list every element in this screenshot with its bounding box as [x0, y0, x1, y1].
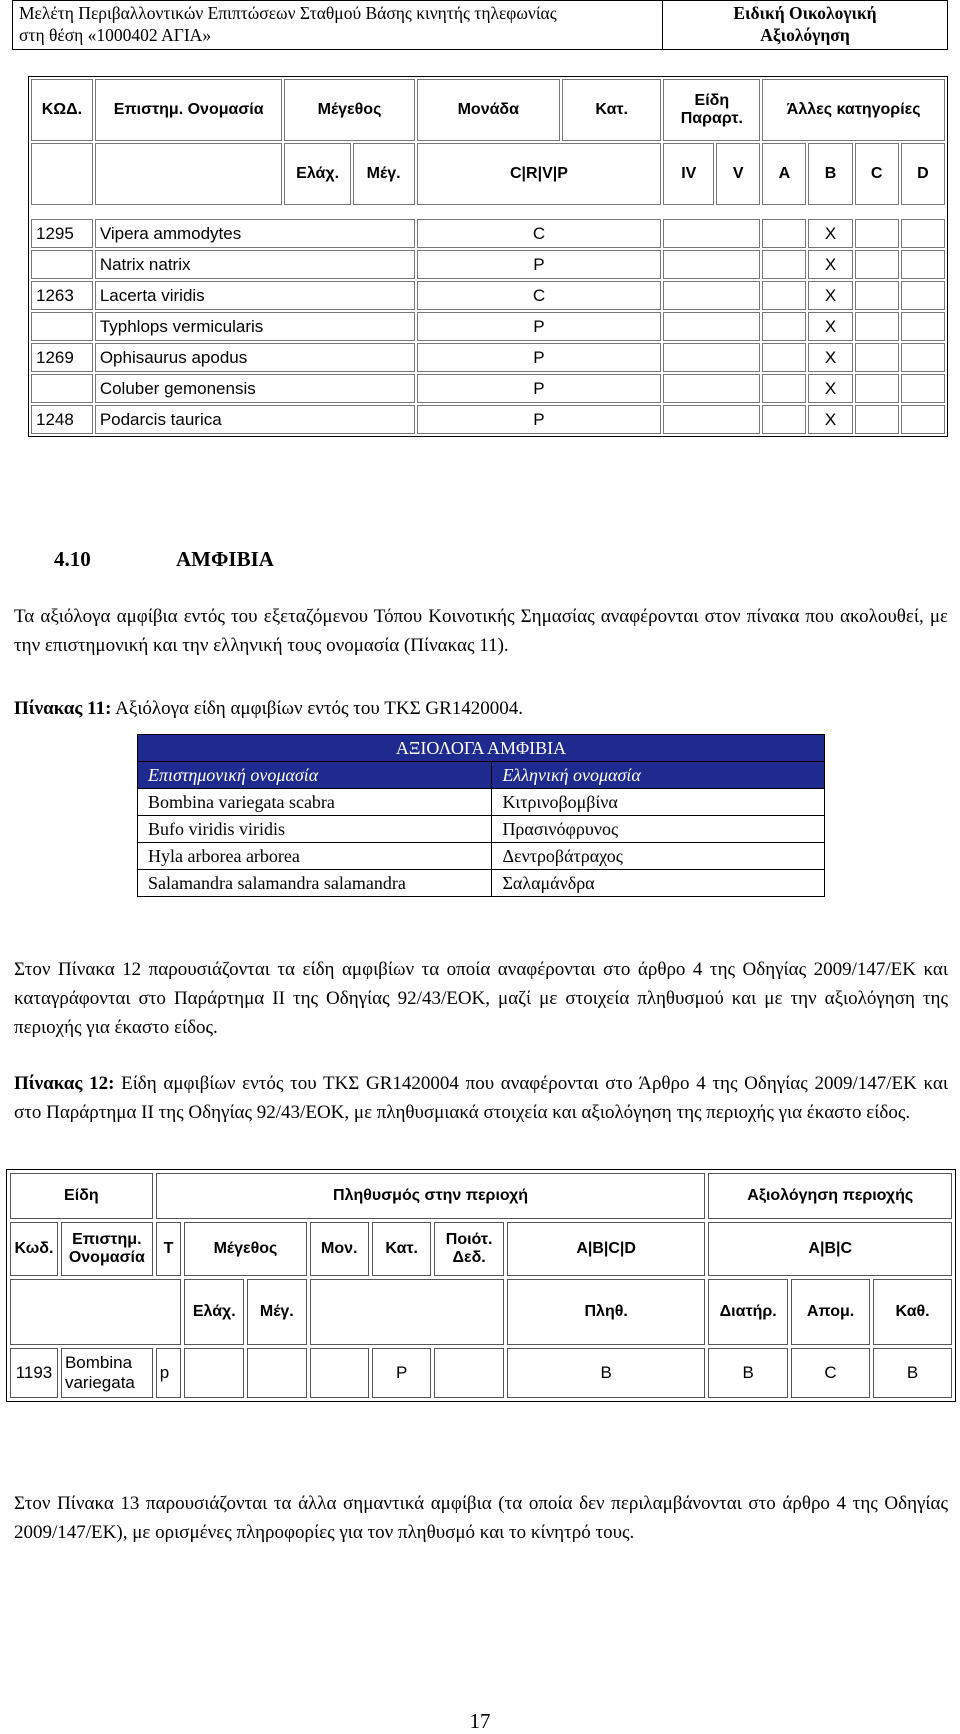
col-min-header: Ελάχ.: [184, 1279, 244, 1345]
row-mark: X: [808, 281, 852, 310]
col-abcd-header: A|B|C|D: [507, 1222, 706, 1276]
caption12-text: Είδη αμφιβίων εντός του ΤΚΣ GR1420004 που αναφέρονται στο Άρθρο 4 της Οδηγίας 2009/147/ΕΚ και στο Παράρτημα ΙΙ της Οδηγίας 92/43/ΕΟΚ, με πληθυσμιακά στοιχεία και αξιολόγηση της περιοχής για έκαστο είδος.: [14, 1073, 948, 1123]
group-species-header: Είδη: [10, 1173, 153, 1219]
row-pop: C: [417, 219, 662, 248]
col-sci-name-header: Επιστημ. Ονομασία: [95, 79, 283, 141]
section-heading: [54, 547, 274, 572]
amphibians-table: [137, 734, 825, 897]
row-cat: P: [372, 1348, 431, 1398]
row-code: 1263: [31, 281, 93, 310]
table-row: [31, 250, 945, 279]
paragraph-2: Στον Πίνακα 12 παρουσιάζονται τα είδη αμφιβίων τα οποία αναφέρονται στο άρθρο 4 της Οδηγίας 2009/147/ΕΚ και καταγράφονται στο Παράρτημα ΙΙ της Οδηγίας 92/43/ΕΟΚ, μαζί με στοιχεία πληθυσμού και με την αξιολόγηση της περιοχής για έκαστο είδος.: [14, 959, 948, 1038]
row-pop: C: [417, 281, 662, 310]
col-size-header: Μέγεθος: [284, 79, 414, 141]
section-number: 4.10: [54, 547, 91, 571]
row-name: Bombina variegata: [61, 1348, 153, 1398]
row-isolation: C: [791, 1348, 870, 1398]
row-conservation: B: [708, 1348, 788, 1398]
col-isolation-header: Απομ.: [791, 1279, 870, 1345]
row-code: [31, 374, 93, 403]
greek-name: Σαλαμάνδρα: [492, 870, 825, 897]
table-row: [138, 843, 825, 870]
row-name: Lacerta viridis: [95, 281, 415, 310]
row-code: [31, 312, 93, 341]
col-cat-header: Κατ.: [562, 79, 661, 141]
table-row: [31, 343, 945, 372]
empty-cell: [31, 143, 93, 205]
row-name: Coluber gemonensis: [95, 374, 415, 403]
row-code: 1193: [10, 1348, 58, 1398]
col-global-header: Καθ.: [873, 1279, 952, 1345]
greek-name: Κιτρινοβομβίνα: [492, 789, 825, 816]
sci-name: Bufo viridis viridis: [138, 816, 492, 843]
reptiles-table: [28, 76, 948, 437]
table-row: [31, 281, 945, 310]
paragraph-1: Τα αξιόλογα αμφίβια εντός του εξεταζόμενου Τόπου Κοινοτικής Σημασίας αναφέρονται στον πίνακα που ακολουθεί, με την επιστημονική και την ελληνική τους ονομασία (Πίνακας 11).: [14, 606, 948, 656]
greek-name: Δεντροβάτραχος: [492, 843, 825, 870]
empty-cell: [310, 1279, 504, 1345]
row-name: Typhlops vermicularis: [95, 312, 415, 341]
table-row: [31, 219, 945, 248]
page-header: [12, 0, 948, 50]
header-left-line1: Μελέτη Περιβαλλοντικών Επιπτώσεων Σταθμού Βάσης κινητής τηλεφωνίας: [19, 3, 557, 23]
sci-name: Salamandra salamandra salamandra: [138, 870, 492, 897]
row-code: 1248: [31, 405, 93, 434]
col-max-header: Μέγ.: [353, 143, 415, 205]
col-conservation-header: Διατήρ.: [708, 1279, 788, 1345]
row-mark: X: [808, 405, 852, 434]
row-name: Ophisaurus apodus: [95, 343, 415, 372]
page-number: 17: [469, 1709, 491, 1733]
table-row: [138, 870, 825, 897]
col-min-header: Ελάχ.: [284, 143, 350, 205]
col-c-header: C: [855, 143, 899, 205]
col-other-header: Άλλες κατηγορίες: [762, 79, 945, 141]
col-quality-header: Ποιότ. Δεδ.: [434, 1222, 504, 1276]
col-greek-header: Ελληνική ονομασία: [492, 762, 825, 789]
row-pop: P: [417, 312, 662, 341]
row-pop: P: [417, 250, 662, 279]
col-pop-header: Πληθ.: [507, 1279, 706, 1345]
col-b-header: B: [808, 143, 852, 205]
row-abcd: B: [507, 1348, 706, 1398]
col-code-header: ΚΩΔ.: [31, 79, 93, 141]
group-assessment-header: Αξιολόγηση περιοχής: [708, 1173, 952, 1219]
row-code: [31, 250, 93, 279]
header-left-line2: στη θέση «1000402 ΑΓΙΑ»: [19, 25, 212, 45]
col-size-header: Μέγεθος: [184, 1222, 306, 1276]
table-row: [31, 312, 945, 341]
row-code: 1295: [31, 219, 93, 248]
row-name: Vipera ammodytes: [95, 219, 415, 248]
row-pop: P: [417, 405, 662, 434]
col-t-header: T: [156, 1222, 182, 1276]
caption11-label: Πίνακας 11:: [14, 698, 112, 719]
header-section-title: [663, 1, 948, 50]
header-study-title: [13, 1, 663, 50]
col-a-header: A: [762, 143, 806, 205]
col-code-header: Κωδ.: [10, 1222, 58, 1276]
group-population-header: Πληθυσμός στην περιοχή: [156, 1173, 706, 1219]
sci-name: Hyla arborea arborea: [138, 843, 492, 870]
amphibian-population-table: [6, 1169, 956, 1402]
table-row: [138, 789, 825, 816]
col-iv-header: IV: [663, 143, 714, 205]
row-global: B: [873, 1348, 952, 1398]
sci-name: Bombina variegata scabra: [138, 789, 492, 816]
row-type: p: [156, 1348, 182, 1398]
header-right-line2: Αξιολόγηση: [760, 25, 850, 45]
col-crvp-header: C|R|V|P: [417, 143, 662, 205]
col-unit-header: Μον.: [310, 1222, 369, 1276]
row-mark: X: [808, 374, 852, 403]
col-d-header: D: [901, 143, 945, 205]
col-sci-header: Επιστημ. Ονομασία: [61, 1222, 153, 1276]
table-row: [138, 816, 825, 843]
row-mark: X: [808, 219, 852, 248]
caption11-text: Αξιόλογα είδη αμφιβίων εντός του ΤΚΣ GR1420004.: [115, 698, 524, 719]
table12-caption: [14, 1069, 948, 1127]
table11-caption: [14, 694, 948, 723]
table11-title: ΑΞΙΟΛΟΓΑ ΑΜΦΙΒΙΑ: [138, 735, 825, 762]
col-abc-header: A|B|C: [708, 1222, 952, 1276]
section-title: ΑΜΦΙΒΙΑ: [176, 547, 274, 571]
row-name: Natrix natrix: [95, 250, 415, 279]
row-name: Podarcis taurica: [95, 405, 415, 434]
empty-cell: [95, 143, 283, 205]
row-pop: P: [417, 374, 662, 403]
col-sci-header: Επιστημονική ονομασία: [138, 762, 492, 789]
table-row: [31, 405, 945, 434]
paragraph-3: Στον Πίνακα 13 παρουσιάζονται τα άλλα σημαντικά αμφίβια (τα οποία δεν περιλαμβάνονται στο άρθρο 4 της Οδηγίας 2009/147/ΕΚ), με ορισμένες πληροφορίες για τον πληθυσμό και το κίνητρό τους.: [14, 1493, 948, 1543]
row-mark: X: [808, 312, 852, 341]
row-mark: X: [808, 250, 852, 279]
col-annex-header: Είδη Παραρτ.: [663, 79, 760, 141]
col-max-header: Μέγ.: [247, 1279, 306, 1345]
table-row: [31, 374, 945, 403]
row-mark: X: [808, 343, 852, 372]
col-unit-header: Μονάδα: [417, 79, 561, 141]
row-pop: P: [417, 343, 662, 372]
header-right-line1: Ειδική Οικολογική: [733, 3, 877, 23]
col-cat-header: Κατ.: [372, 1222, 431, 1276]
row-code: 1269: [31, 343, 93, 372]
col-v-header: V: [716, 143, 760, 205]
caption12-label: Πίνακας 12:: [14, 1073, 115, 1094]
empty-cell: [10, 1279, 181, 1345]
table-row: [10, 1348, 952, 1398]
greek-name: Πρασινόφρυνος: [492, 816, 825, 843]
